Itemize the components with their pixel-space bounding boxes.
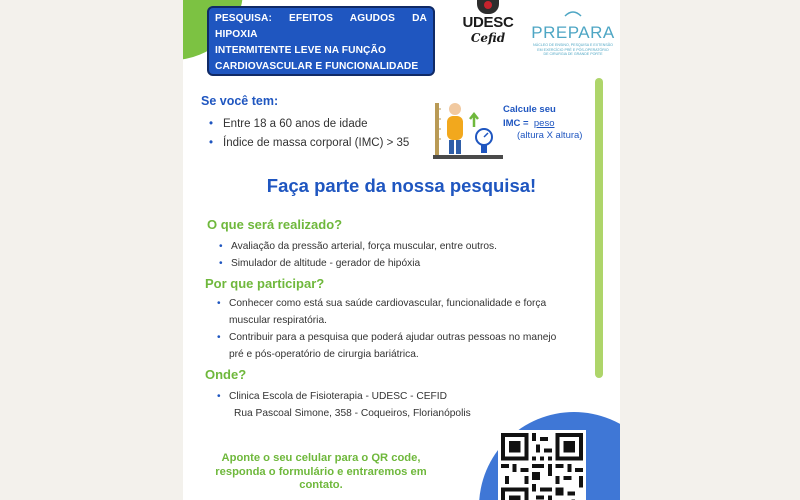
list-item: • Clinica Escola de Fisioterapia - UDESC - CEFID: [217, 388, 615, 405]
list-item: • Entre 18 a 60 anos de idade: [209, 115, 419, 134]
title-line: PESQUISA: EFEITOS AGUDOS DA HIPOXIA: [215, 13, 427, 40]
eligibility-list: [209, 115, 419, 153]
bmi-numerator: peso: [533, 118, 555, 129]
list-item: • Contribuir para a pesquisa que poderá ajudar outras pessoas no manejo pré e pós-operatório de cirurgia bariátrica.: [217, 329, 565, 363]
prepara-wordmark: PREPARA: [531, 23, 615, 42]
eligibility-title: Se você tem:: [201, 94, 279, 108]
cefid-wordmark: Cefid: [470, 31, 506, 45]
title-line: CARDIOVASCULAR E FUNCIONALIDADE: [215, 61, 419, 72]
list-item: • Simulador de altitude - gerador de hipóxia: [219, 255, 617, 272]
list-item: • Conhecer como está sua saúde cardiovascular, funcionalidade e força muscular respiratória.: [217, 295, 565, 329]
title-line: DE INDIVÍDUOS OBESOS II E III: [215, 77, 371, 88]
list-item: • Índice de massa corporal (IMC) > 35: [209, 134, 419, 153]
section-title: O que será realizado?: [207, 217, 343, 232]
bmi-line: IMC = peso: [503, 118, 555, 129]
poster: [183, 0, 620, 500]
udesc-logo: [453, 0, 523, 50]
list-item: • Avaliação da pressão arterial, força muscular, entre outros.: [219, 238, 617, 255]
page-heading: Faça parte da nossa pesquisa!: [266, 175, 537, 196]
call-to-action: Aponte o seu celular para o QR code, responda o formulário e entraremos em contato.: [215, 452, 427, 491]
udesc-wordmark: UDESC: [462, 14, 514, 31]
bmi-formula: [503, 104, 603, 141]
bmi-person-icon: [433, 97, 503, 163]
address: Rua Pascoal Simone, 358 - Coqueiros, Florianópolis: [234, 408, 471, 419]
bmi-line: Calcule seu: [503, 104, 556, 115]
research-title-box: [207, 6, 435, 88]
udesc-emblem-icon: [477, 0, 499, 14]
prepara-heart-icon: [563, 10, 583, 18]
qr-code[interactable]: [498, 430, 586, 500]
section-why: [205, 276, 565, 363]
title-line: INTERMITENTE LEVE NA FUNÇÃO: [215, 45, 386, 56]
prepara-logo: [529, 5, 617, 57]
section-title: Onde?: [205, 367, 247, 382]
qr-code-icon: [501, 433, 583, 500]
section-title: Por que participar?: [205, 276, 325, 291]
section-what: [207, 217, 617, 272]
prepara-subtitle: NÚCLEO DE ENSINO, PESQUISA E EXTENSÃO EM EXERCÍCIO PRÉ E PÓS-OPERATÓRIO DE CIRURGIA DE GRANDE PORTE: [533, 43, 613, 56]
bmi-denominator: (altura X altura): [517, 130, 583, 141]
